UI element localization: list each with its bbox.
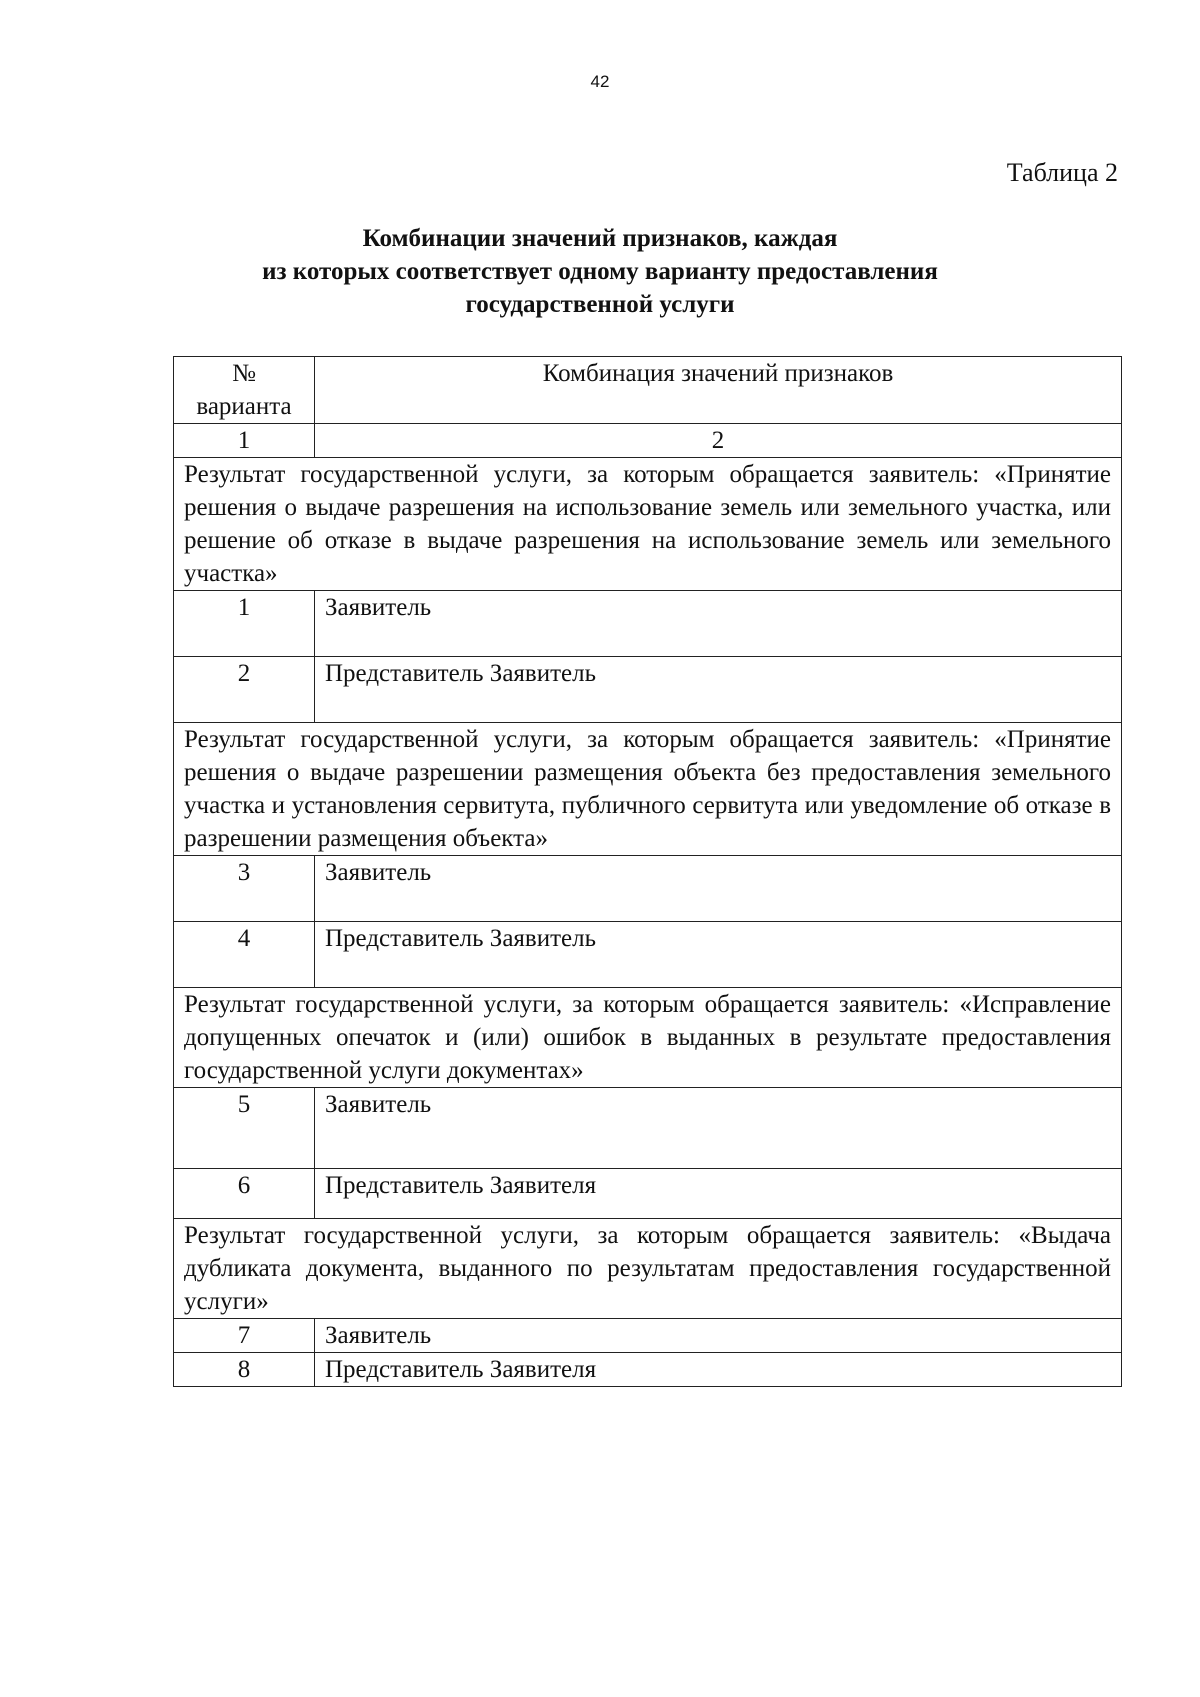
- table-row: [174, 1319, 1122, 1353]
- variant-label: Заявитель: [315, 591, 1122, 657]
- variant-number: 4: [174, 922, 315, 988]
- variant-label: Заявитель: [315, 1088, 1122, 1169]
- table-row: [174, 591, 1122, 657]
- variant-number: 6: [174, 1169, 315, 1219]
- section-row: [174, 458, 1122, 591]
- variant-number: 5: [174, 1088, 315, 1169]
- variants-table: [173, 356, 1122, 1387]
- table-row: [174, 922, 1122, 988]
- table-header-row: [174, 357, 1122, 424]
- table-row: [174, 856, 1122, 922]
- section-row: [174, 1219, 1122, 1319]
- title-line-2: из которых соответствует одному варианту предоставления: [262, 258, 938, 285]
- document-title: [0, 222, 1200, 321]
- section-text: Результат государственной услуги, за которым обращается заявитель: «Принятие решения о выдаче разрешения на использование земель или земельного участка, или решение об отказе в выдаче разрешения на использование земель или земельного участка»: [174, 458, 1122, 591]
- section-text: Результат государственной услуги, за которым обращается заявитель: «Исправление допущенных опечаток и (или) ошибок в выданных в результате предоставления государственной услуги документах»: [174, 988, 1122, 1088]
- variant-label: Представитель Заявитель: [315, 922, 1122, 988]
- table-row: [174, 657, 1122, 723]
- table-row: [174, 1353, 1122, 1387]
- table-row: [174, 1088, 1122, 1169]
- section-text: Результат государственной услуги, за которым обращается заявитель: «Выдача дубликата документа, выданного по результатам предоставления государственной услуги»: [174, 1219, 1122, 1319]
- column-index-row: [174, 424, 1122, 458]
- title-line-3: государственной услуги: [465, 291, 735, 318]
- variant-number: 2: [174, 657, 315, 723]
- header-variant-number: № варианта: [174, 357, 315, 424]
- variant-number: 7: [174, 1319, 315, 1353]
- page-number: 42: [590, 72, 610, 91]
- variant-number: 8: [174, 1353, 315, 1387]
- variant-number: 3: [174, 856, 315, 922]
- variant-label: Представитель Заявитель: [315, 657, 1122, 723]
- section-text: Результат государственной услуги, за которым обращается заявитель: «Принятие решения о выдаче разрешении размещения объекта без предоставления земельного участка и установления сервитута, публичного сервитута или уведомление об отказе в разрешении размещения объекта»: [174, 723, 1122, 856]
- column-index-2: 2: [315, 424, 1122, 458]
- section-row: [174, 723, 1122, 856]
- table-row: [174, 1169, 1122, 1219]
- title-line-1: Комбинации значений признаков, каждая: [362, 225, 838, 252]
- header-combination: Комбинация значений признаков: [315, 357, 1122, 424]
- variant-label: Заявитель: [315, 856, 1122, 922]
- variant-label: Представитель Заявителя: [315, 1169, 1122, 1219]
- section-row: [174, 988, 1122, 1088]
- table-label: Таблица 2: [1006, 158, 1118, 187]
- variant-label: Заявитель: [315, 1319, 1122, 1353]
- column-index-1: 1: [174, 424, 315, 458]
- variant-label: Представитель Заявителя: [315, 1353, 1122, 1387]
- variant-number: 1: [174, 591, 315, 657]
